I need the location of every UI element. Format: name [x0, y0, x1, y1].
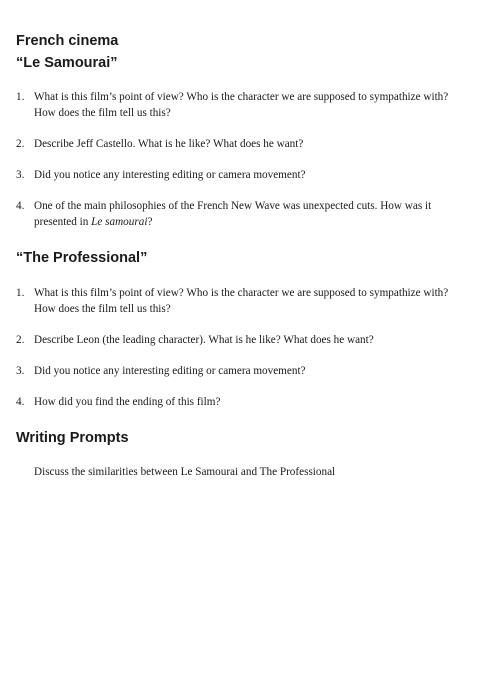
question-number: 4.	[16, 200, 25, 212]
question-item	[16, 89, 471, 121]
question-number: 4.	[16, 396, 25, 408]
document-title: French cinema	[16, 33, 119, 49]
question-list-le-samourai	[16, 89, 471, 245]
question-text: Describe Leon (the leading character). What is he like? What does he want?	[34, 334, 374, 346]
question-text: How did you find the ending of this film?	[34, 396, 221, 408]
question-number: 2.	[16, 138, 25, 150]
section-heading-the-professional: “The Professional”	[16, 250, 148, 266]
question-item	[16, 394, 471, 410]
question-text-part: ?	[147, 216, 153, 228]
question-list-the-professional	[16, 285, 471, 425]
question-number: 1.	[16, 287, 25, 299]
question-text: What is this film’s point of view? Who is the character we are supposed to sympathize with? How does the film tell us this?	[34, 287, 449, 315]
question-number: 3.	[16, 365, 25, 377]
question-text	[34, 198, 471, 230]
question-item	[16, 198, 471, 230]
question-item	[16, 285, 471, 317]
question-text: Describe Jeff Castello. What is he like? What does he want?	[34, 138, 304, 150]
section-heading-le-samourai: “Le Samourai”	[16, 55, 118, 71]
question-text: What is this film’s point of view? Who is the character we are supposed to sympathize with? How does the film tell us this?	[34, 91, 449, 119]
question-text: Did you notice any interesting editing or camera movement?	[34, 169, 306, 181]
question-number: 2.	[16, 334, 25, 346]
question-item	[16, 332, 471, 348]
writing-prompt-text: Discuss the similarities between Le Samourai and The Professional	[34, 466, 336, 478]
question-item	[16, 167, 471, 183]
question-text: Did you notice any interesting editing or camera movement?	[34, 365, 306, 377]
question-item	[16, 136, 471, 152]
section-heading-writing-prompts: Writing Prompts	[16, 430, 129, 446]
question-number: 3.	[16, 169, 25, 181]
question-number: 1.	[16, 91, 25, 103]
film-title-italic: Le samourai	[91, 216, 148, 228]
question-text-part: One of the main philosophies of the French New Wave was unexpected cuts. How was it presented in	[34, 200, 432, 228]
question-item	[16, 363, 471, 379]
